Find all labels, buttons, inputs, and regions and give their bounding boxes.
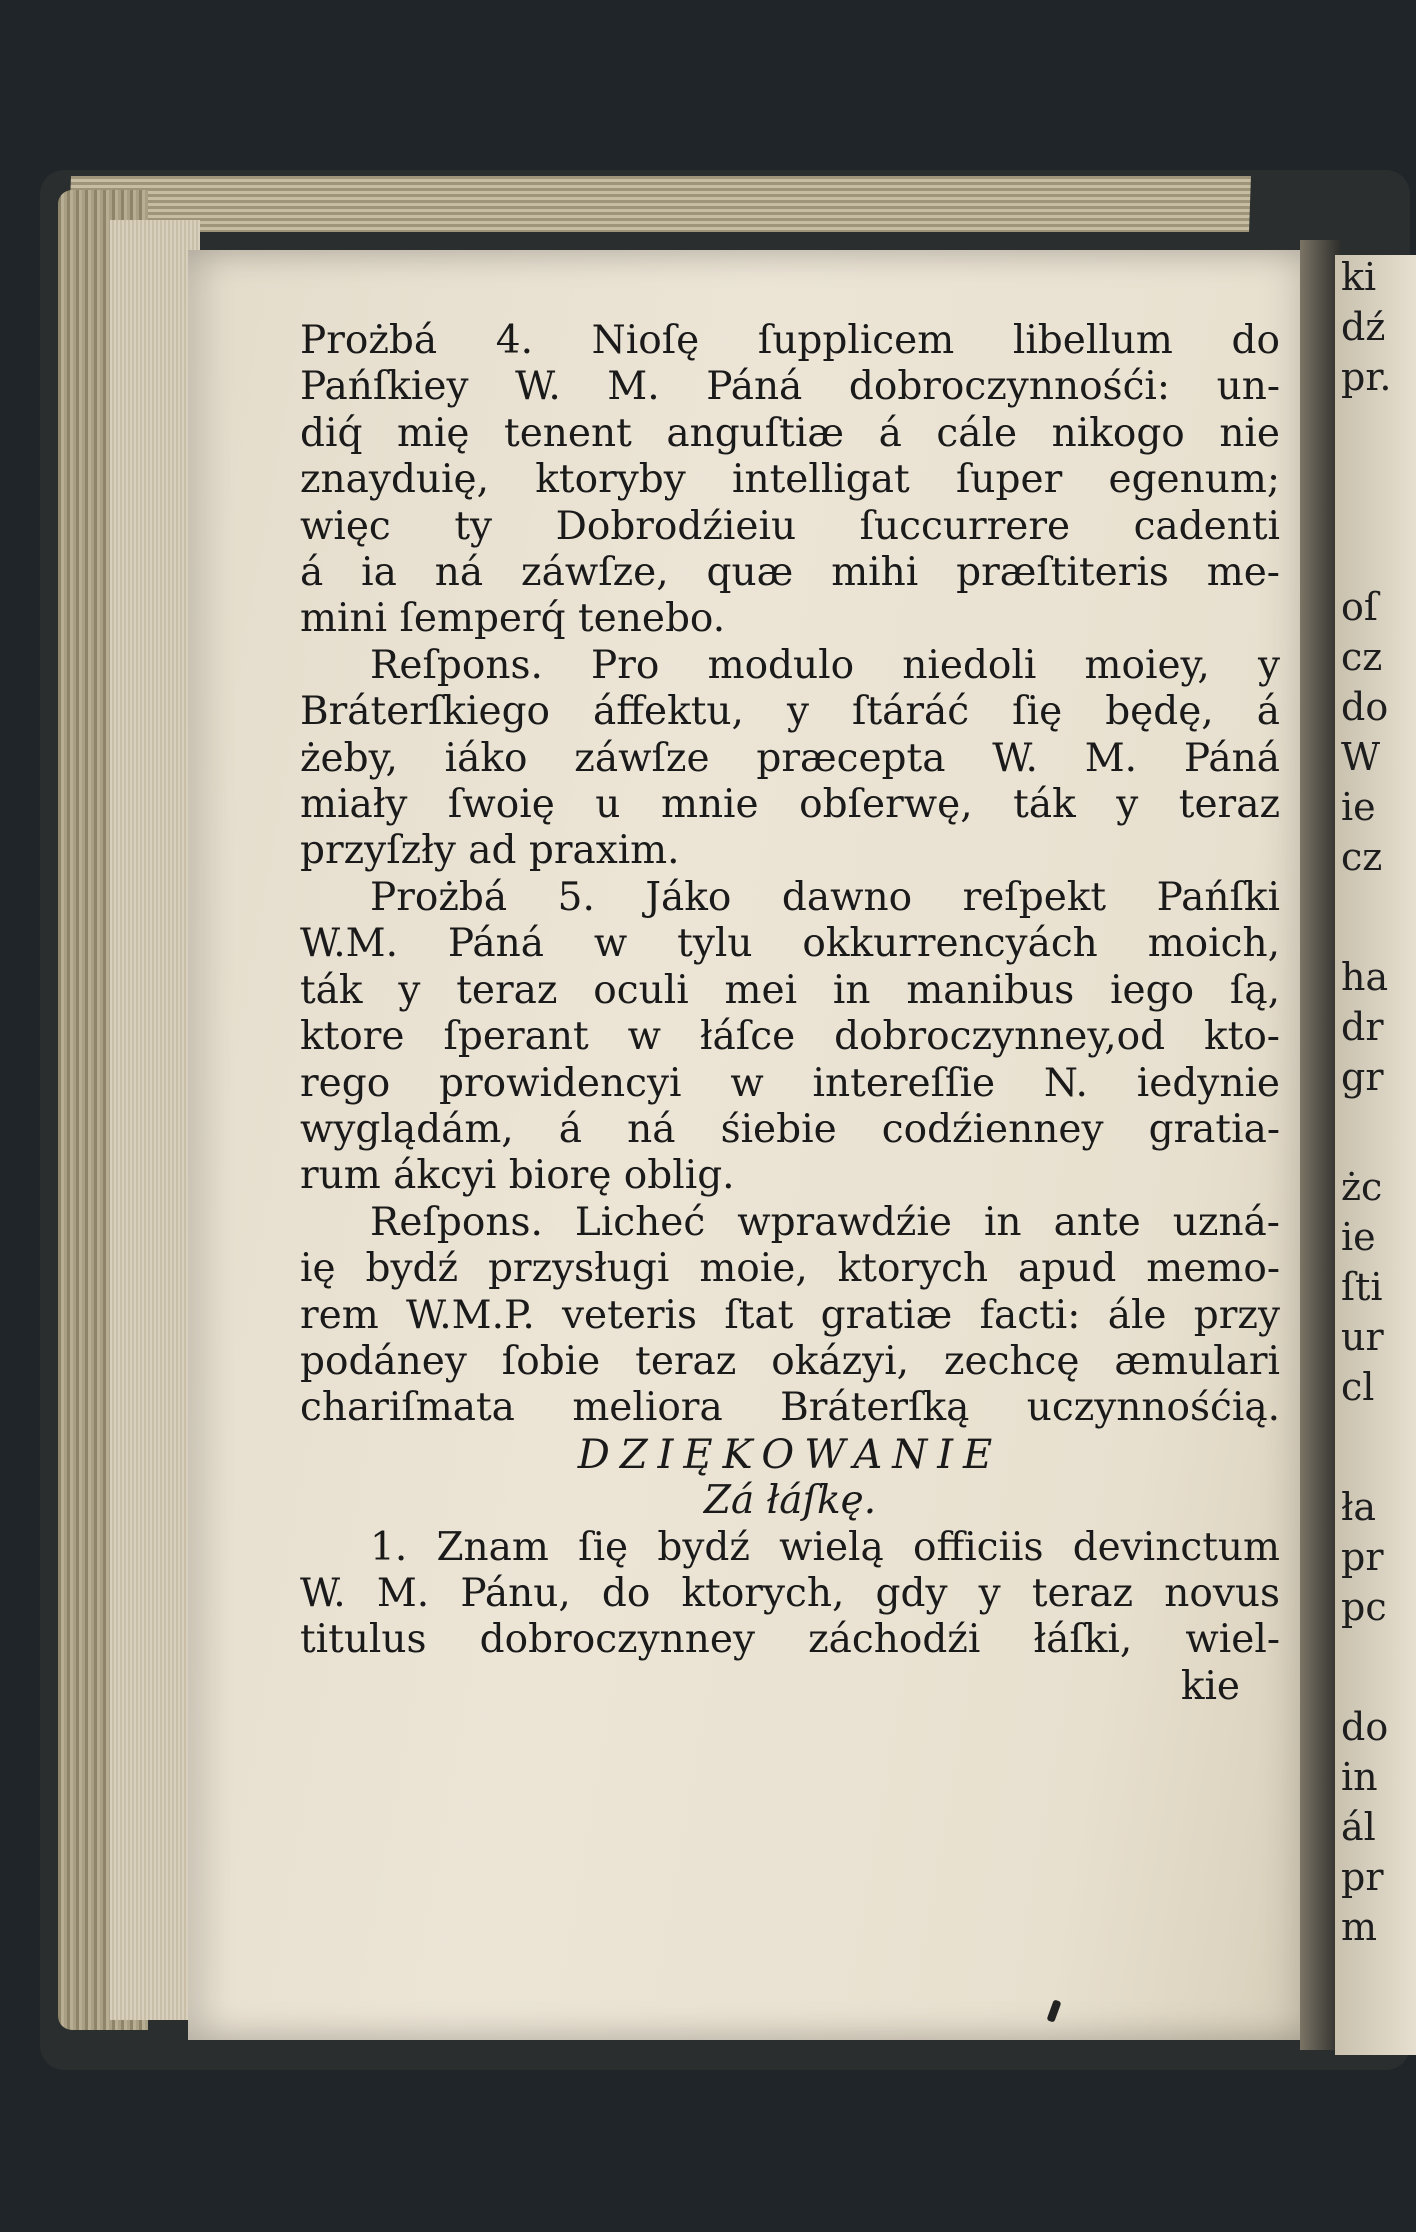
fragment: ki	[1341, 255, 1377, 299]
text-line: 1. Znam ſię bydź wielą officiis devinctum	[370, 1524, 1280, 1570]
text-line: ták y teraz oculi mei in manibus iego ſą,	[300, 967, 1280, 1013]
right-page-fragment	[1335, 255, 1416, 2055]
section-subheading: Zá łáſkę.	[703, 1478, 877, 1524]
text-line: Prożbá 5. Jáko dawno reſpekt Pańſki	[370, 874, 1280, 920]
book-gutter	[1300, 240, 1340, 2050]
fragment: do	[1341, 1705, 1389, 1749]
text-line: Prożbá 4. Nioſę ſupplicem libellum do	[300, 318, 1280, 363]
fragment: ál	[1341, 1805, 1376, 1849]
text-line: W. M. Pánu, do ktorych, gdy y teraz novus	[300, 1570, 1280, 1616]
text-line: diq́ mię tenent anguſtiæ á cále nikogo nie	[300, 410, 1280, 456]
fragment: ie	[1341, 785, 1376, 829]
fragment: m	[1341, 1905, 1378, 1949]
text-line: mini ſemperq́ tenebo.	[300, 596, 726, 642]
fragment: cz	[1341, 835, 1383, 879]
text-line: więc ty Dobrodźieiu ſuccurrere cadenti	[300, 503, 1280, 549]
page-stack	[110, 220, 200, 2020]
text-line: rem W.M.P. veteris ſtat gratiæ facti: ále przy	[300, 1292, 1280, 1338]
text-line: á ia ná záwſze, quæ mihi præſtiteris me-	[300, 550, 1280, 596]
text-line: żeby, iáko záwſze præcepta W. M. Páná	[300, 735, 1280, 781]
text-line: przyſzły ad praxim.	[300, 828, 680, 874]
fragment: gr	[1341, 1055, 1384, 1099]
text-line: Reſpons. Pro modulo niedoli moiey, y	[370, 642, 1280, 688]
text-line: Pańſkiey W. M. Páná dobroczynnośći: un-	[300, 364, 1280, 410]
fragment: ła	[1341, 1485, 1376, 1529]
text-line: rego prowidencyi w intereſſie N. iedynie	[300, 1060, 1280, 1106]
fragment: dr	[1341, 1005, 1384, 1049]
fragment: ha	[1341, 955, 1389, 999]
fragment: ie	[1341, 1215, 1376, 1259]
fragment: do	[1341, 685, 1389, 729]
fragment: pr	[1341, 1535, 1384, 1579]
text-line: wyglądám, á ná śiebie codźienney gratia-	[300, 1106, 1280, 1152]
page-text	[300, 318, 1280, 1710]
fragment: W	[1341, 735, 1381, 779]
text-line: Bráterſkiego áffektu, y ſtáráć ſię będę, á	[300, 689, 1280, 735]
fragment: żc	[1341, 1165, 1383, 1209]
fragment: cl	[1341, 1365, 1375, 1409]
catchword: kie	[1180, 1663, 1240, 1709]
fragment: ur	[1341, 1315, 1384, 1359]
text-line: ię bydź przysługi moie, ktorych apud memo-	[300, 1246, 1280, 1292]
fragment: in	[1341, 1755, 1378, 1799]
fragment: cz	[1341, 635, 1383, 679]
text-line: znayduię, ktoryby intelligat ſuper egenum;	[300, 457, 1280, 503]
text-line: rum ákcyi biorę oblig.	[300, 1153, 735, 1199]
text-line: ktore ſperant w łáſce dobroczynney,od kto-	[300, 1014, 1280, 1060]
fragment: ſti	[1341, 1265, 1383, 1309]
fragment: pc	[1341, 1585, 1387, 1629]
text-line: miały ſwoię u mnie obſerwę, ták y teraz	[300, 782, 1280, 828]
text-line: podáney ſobie teraz okázyi, zechcę æmulari	[300, 1338, 1280, 1384]
fragment: pr	[1341, 1855, 1384, 1899]
section-heading: DZIĘKOWANIE	[577, 1431, 1003, 1478]
page-top-edge	[69, 176, 1251, 232]
text-line: titulus dobroczynney záchodźi łáſki, wiel-	[300, 1617, 1280, 1663]
text-line: Reſpons. Licheć wprawdźie in ante uzná-	[370, 1199, 1280, 1245]
text-line: W.M. Páná w tylu okkurrencyách moich,	[300, 921, 1280, 967]
text-line: chariſmata meliora Bráterſką uczynnośćią.	[300, 1385, 1280, 1431]
fragment: pr.	[1341, 355, 1392, 399]
fragment: oſ	[1341, 585, 1378, 629]
fragment: dź	[1341, 305, 1386, 349]
